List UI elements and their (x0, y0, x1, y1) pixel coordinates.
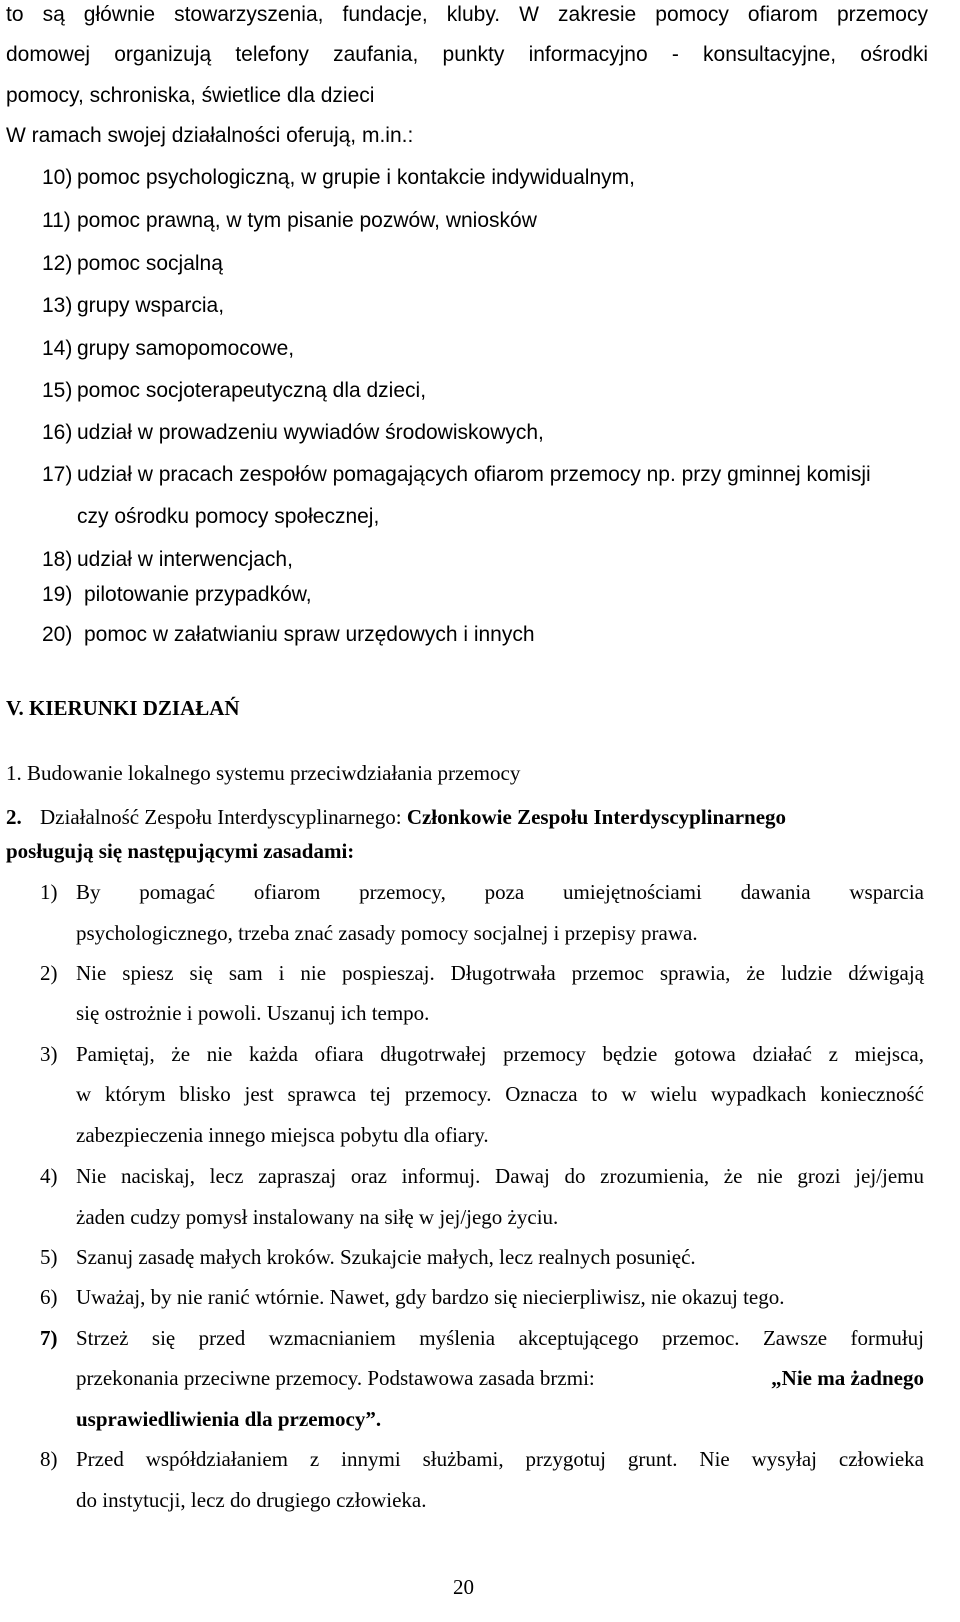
rule-line: Nie naciskaj, lecz zapraszaj oraz informuj. Dawaj do zrozumienia, że nie grozi jej/jemu (76, 1164, 924, 1188)
list-item: pilotowanie przypadków, (84, 583, 312, 606)
list-item-number: 18) (42, 548, 73, 571)
rule-line-bold: „Nie ma żadnego (771, 1366, 924, 1390)
list-item-number: 17) (42, 463, 73, 486)
rule-number: 1) (40, 880, 58, 904)
section-item-2-text (40, 804, 786, 830)
list-item: pomoc psychologiczną, w grupie i kontakcie indywidualnym, (77, 166, 635, 189)
list-item: pomoc prawną, w tym pisanie pozwów, wniosków (77, 209, 537, 232)
list-item-number: 20) (42, 623, 73, 646)
section-item-2-bold: Członkowie Zespołu Interdyscyplinarnego (406, 805, 787, 829)
list-item-number: 15) (42, 379, 73, 402)
rule-number: 6) (40, 1285, 58, 1309)
list-item: pomoc socjalną (77, 252, 223, 275)
rule-line: zabezpieczenia innego miejsca pobytu dla ofiary. (76, 1123, 489, 1147)
rule-line: żaden cudzy pomysł instalowany na siłę w jej/jego życiu. (76, 1205, 559, 1229)
rule-line: Uważaj, by nie ranić wtórnie. Nawet, gdy bardzo się niecierpliwisz, nie okazuj tego. (76, 1285, 785, 1309)
list-item: udział w interwencjach, (77, 548, 293, 571)
section-item-2-label: Działalność Zespołu Interdyscyplinarnego: (40, 805, 402, 829)
rule-number: 7) (40, 1326, 58, 1350)
section-item-2-bold-continuation: posługują się następującymi zasadami: (6, 839, 355, 863)
rule-number: 2) (40, 961, 58, 985)
rule-number: 3) (40, 1042, 58, 1066)
intro-line-3: pomocy, schroniska, świetlice dla dzieci (6, 84, 375, 107)
rule-line: Nie spiesz się sam i nie pospieszaj. Długotrwała przemoc sprawia, że ludzie dźwigają (76, 961, 924, 985)
list-item-number: 11) (42, 209, 71, 232)
list-item-number: 12) (42, 252, 73, 275)
list-item-number: 16) (42, 421, 73, 444)
rule-line: By pomagać ofiarom przemocy, poza umiejętnościami dawania wsparcia (76, 880, 924, 904)
list-item: pomoc w załatwianiu spraw urzędowych i innych (84, 623, 535, 646)
list-item: udział w prowadzeniu wywiadów środowiskowych, (77, 421, 544, 444)
list-item: udział w pracach zespołów pomagających ofiarom przemocy np. przy gminnej komisji (77, 463, 871, 486)
list-item: grupy samopomocowe, (77, 337, 295, 360)
rule-line: psychologicznego, trzeba znać zasady pomocy socjalnej i przepisy prawa. (76, 921, 698, 945)
list-item-number: 19) (42, 583, 73, 606)
list-item-number: 14) (42, 337, 73, 360)
section-item-2-number: 2. (6, 805, 22, 829)
rule-line: się ostrożnie i powoli. Uszanuj ich tempo. (76, 1001, 430, 1025)
intro-line-1: to są głównie stowarzyszenia, fundacje, kluby. W zakresie pomocy ofiarom przemocy (6, 3, 928, 26)
list-item-number: 13) (42, 294, 73, 317)
rule-line: do instytucji, lecz do drugiego człowieka. (76, 1488, 427, 1512)
list-item-number: 10) (42, 166, 73, 189)
rule-line: Szanuj zasadę małych kroków. Szukajcie małych, lecz realnych posunięć. (76, 1245, 696, 1269)
rule-number: 5) (40, 1245, 58, 1269)
rule-number: 4) (40, 1164, 58, 1188)
rule-line-text: przekonania przeciwne przemocy. Podstawowa zasada brzmi: (76, 1366, 595, 1390)
intro-line-4: W ramach swojej działalności oferują, m.in.: (6, 124, 414, 147)
rule-line: Pamiętaj, że nie każda ofiara długotrwałej przemocy będzie gotowa działać z miejsca, (76, 1042, 924, 1066)
intro-line-2: domowej organizują telefony zaufania, punkty informacyjno - konsultacyjne, ośrodki (6, 43, 928, 66)
list-item-continuation: czy ośrodku pomocy społecznej, (77, 505, 380, 528)
rule-line: Przed współdziałaniem z innymi służbami, przygotuj grunt. Nie wysyłaj człowieka (76, 1447, 924, 1471)
rule-line: Strzeż się przed wzmacnianiem myślenia akceptującego przemoc. Zawsze formułuj (76, 1326, 924, 1350)
rule-line: w którym blisko jest sprawca tej przemocy. Oznacza to w wielu wypadkach konieczność (76, 1082, 924, 1106)
rule-line (76, 1365, 924, 1391)
section-item-1: 1. Budowanie lokalnego systemu przeciwdziałania przemocy (6, 761, 521, 785)
section-heading: V. KIERUNKI DZIAŁAŃ (6, 696, 240, 720)
list-item: grupy wsparcia, (77, 294, 225, 317)
rule-number: 8) (40, 1447, 58, 1471)
page-number: 20 (453, 1575, 474, 1599)
rule-line-bold: usprawiedliwienia dla przemocy”. (76, 1407, 382, 1431)
list-item: pomoc socjoterapeutyczną dla dzieci, (77, 379, 427, 402)
